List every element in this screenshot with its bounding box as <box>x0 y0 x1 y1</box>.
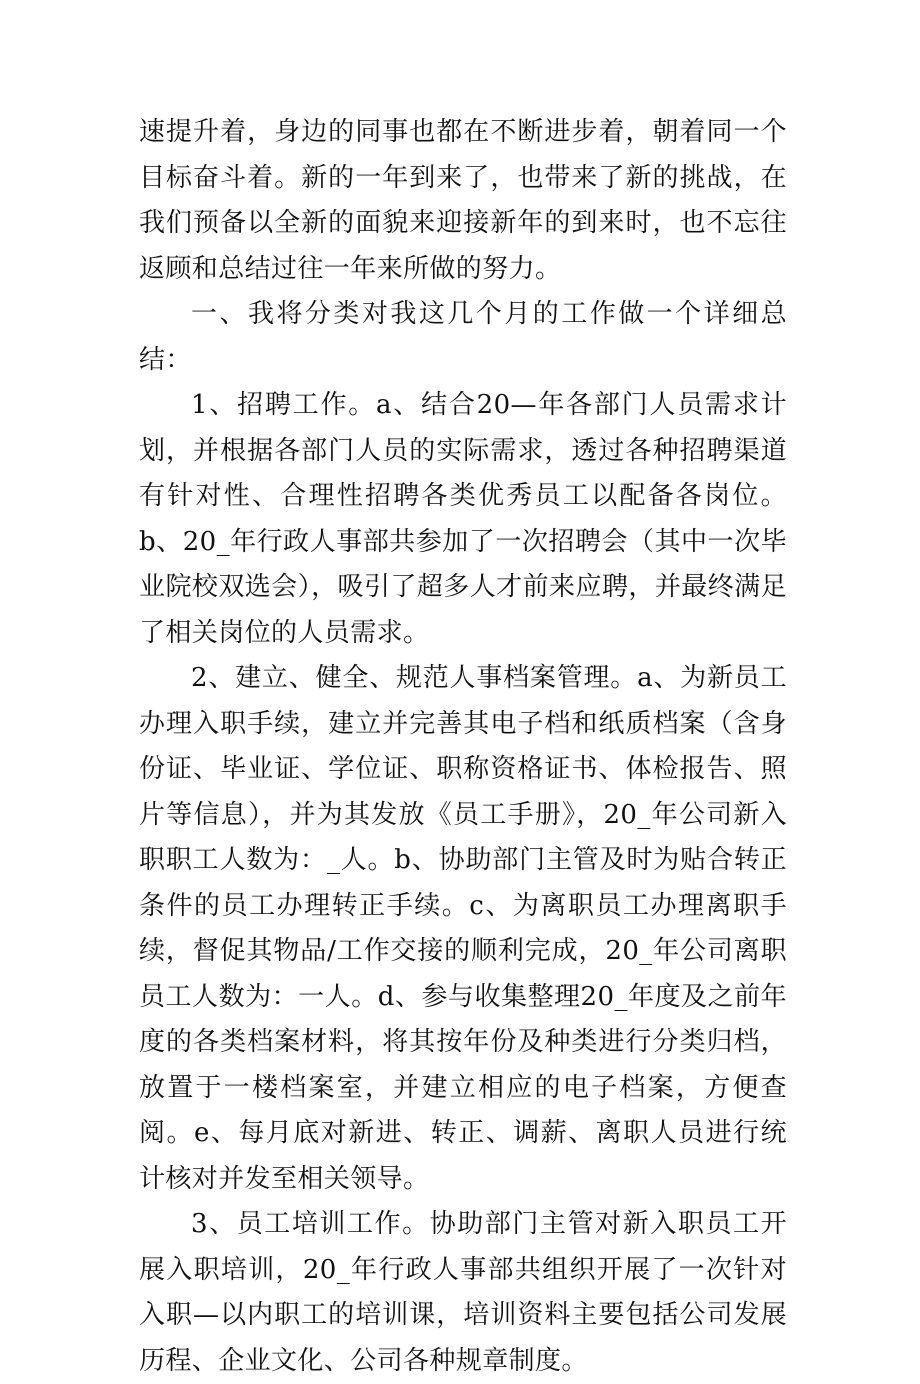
paragraph-personnel-files: 2、建立、健全、规范人事档案管理。a、为新员工办理入职手续，建立并完善其电子档和纸质档案（含身份证、毕业证、学位证、职称资格证书、体检报告、照片等信息），并为其发放《员工手册》，20_年公司新入职职工人数为：_人。b、协助部门主管及时为贴合转正条件的员工办理转正手续。c、为离职员工办理离职手续，督促其物品/工作交接的顺利完成，20_年公司离职员工人数为：一人。d、参与收集整理20_年度及之前年度的各类档案材料，将其按年份及种类进行分类归档，放置于一楼档案室，并建立相应的电子档案，方便查阅。e、每月底对新进、转正、调薪、离职人员进行统计核对并发至相关领导。 <box>139 663 787 1194</box>
document-body <box>139 110 787 1384</box>
paragraph-recruitment: 1、招聘工作。a、结合20—年各部门人员需求计划，并根据各部门人员的实际需求，透过各种招聘渠道有针对性、合理性招聘各类优秀员工以配备各岗位。b、20_年行政人事部共参加了一次招聘会（其中一次毕业院校双选会），吸引了超多人才前来应聘，并最终满足了相关岗位的人员需求。 <box>139 390 787 648</box>
paragraph-intro-continuation: 速提升着，身边的同事也都在不断进步着，朝着同一个目标奋斗着。新的一年到来了，也带来了新的挑战，在我们预备以全新的面貌来迎接新年的到来时，也不忘往返顾和总结过往一年来所做的努力。 <box>139 117 787 284</box>
paragraph-section-heading: 一、我将分类对我这几个月的工作做一个详细总结： <box>139 299 787 375</box>
paragraph-employee-training: 3、员工培训工作。协助部门主管对新入职员工开展入职培训，20_年行政人事部共组织开展了一次针对入职—以内职工的培训课，培训资料主要包括公司发展历程、企业文化、公司各种规章制度。 <box>139 1209 787 1376</box>
